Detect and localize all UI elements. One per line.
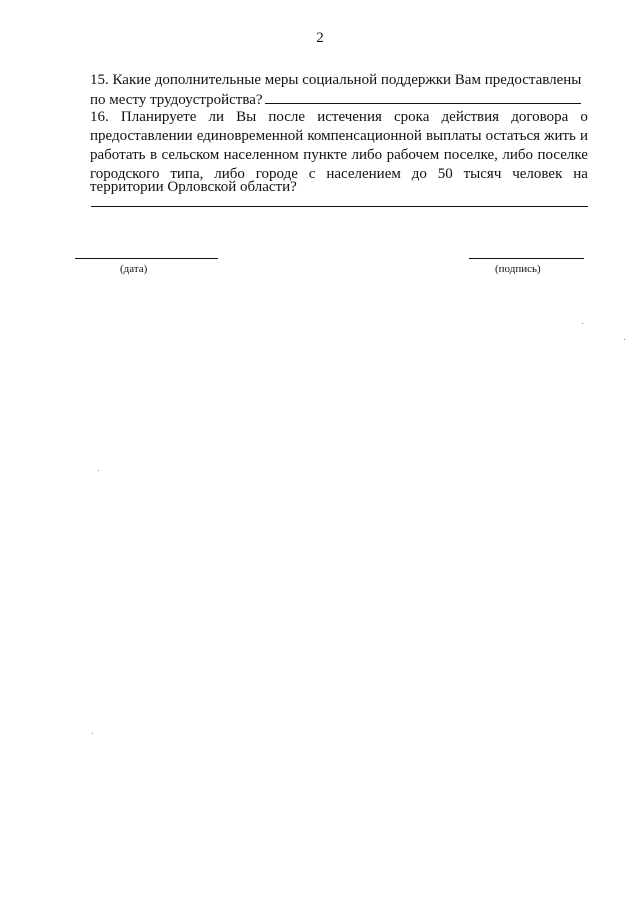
word: единовременной bbox=[196, 128, 304, 144]
word: поселке bbox=[537, 147, 588, 163]
question-16-text-line5: территории Орловской области? bbox=[90, 179, 297, 195]
word: тысяч bbox=[463, 166, 502, 182]
word: действия bbox=[441, 109, 500, 125]
word: ли bbox=[208, 109, 225, 125]
scan-speck bbox=[98, 470, 99, 471]
word: после bbox=[268, 109, 306, 125]
word: выплаты bbox=[425, 128, 482, 144]
word: пункте bbox=[303, 147, 348, 163]
question-16-answer-line[interactable] bbox=[91, 206, 588, 207]
word: компенсационной bbox=[307, 128, 422, 144]
word: истечения bbox=[317, 109, 382, 125]
word: населением bbox=[326, 166, 401, 182]
word: жить bbox=[544, 128, 576, 144]
word: сельском bbox=[161, 147, 220, 163]
scan-speck bbox=[92, 733, 93, 734]
word: о bbox=[580, 109, 588, 125]
question-15-text-line2: по месту трудоустройства? bbox=[90, 92, 263, 108]
word: человек bbox=[512, 166, 563, 182]
word: с bbox=[308, 166, 316, 182]
word: в bbox=[149, 147, 158, 163]
question-16-text-line1 bbox=[90, 108, 588, 127]
page-number: 2 bbox=[316, 30, 324, 46]
word: предоставлении bbox=[90, 128, 193, 144]
question-16-text-line3 bbox=[90, 146, 588, 165]
word: типа, bbox=[170, 166, 204, 182]
question-15-answer-line[interactable] bbox=[265, 89, 581, 104]
question-16-text-line2 bbox=[90, 127, 588, 146]
word: 16. bbox=[90, 109, 109, 125]
word: срока bbox=[394, 109, 430, 125]
signature-line[interactable] bbox=[469, 258, 584, 259]
word: остаться bbox=[485, 128, 541, 144]
word: на bbox=[573, 166, 588, 182]
word: городского bbox=[90, 166, 160, 182]
question-15-text-line1: 15. Какие дополнительные меры социальной поддержки Вам предоставлены bbox=[90, 72, 582, 88]
word: либо bbox=[214, 166, 245, 182]
signature-caption: (подпись) bbox=[495, 263, 541, 275]
question-15-text-line2-row bbox=[90, 89, 581, 110]
scan-speck bbox=[624, 339, 625, 340]
word: до bbox=[411, 166, 427, 182]
word: и bbox=[579, 128, 588, 144]
word: поселке, bbox=[443, 147, 498, 163]
word: либо bbox=[502, 147, 534, 163]
word: работать bbox=[90, 147, 146, 163]
word: городе bbox=[255, 166, 298, 182]
scan-speck bbox=[582, 323, 583, 324]
word: рабочем bbox=[386, 147, 440, 163]
date-caption: (дата) bbox=[120, 263, 148, 275]
word: договора bbox=[511, 109, 569, 125]
word: 50 bbox=[437, 166, 453, 182]
word: Вы bbox=[236, 109, 257, 125]
word: Планируете bbox=[120, 109, 197, 125]
word: населенном bbox=[223, 147, 299, 163]
word: либо bbox=[351, 147, 383, 163]
date-line[interactable] bbox=[75, 258, 218, 259]
